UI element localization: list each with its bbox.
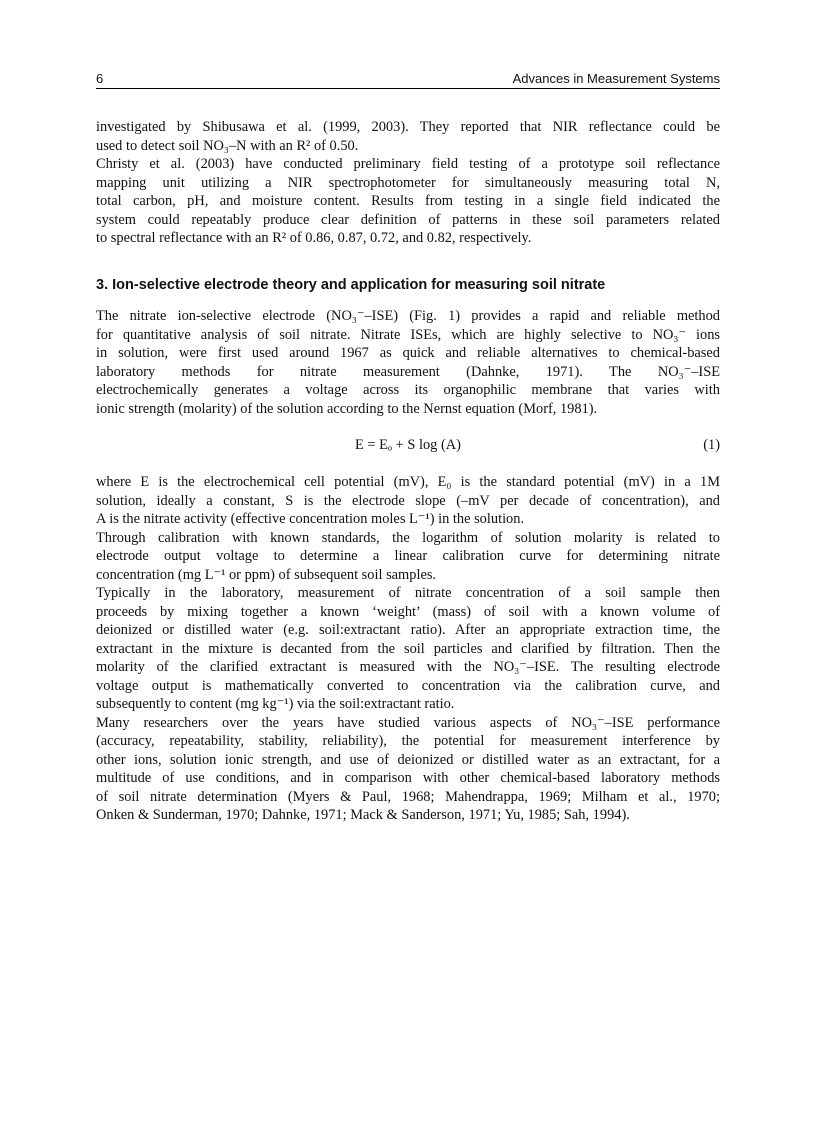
- page-number: 6: [96, 71, 104, 86]
- text-line: where E is the electrochemical cell potential (mV), E₀ is the standard potential (mV) in a 1M: [96, 474, 720, 490]
- text-line: extractant in the mixture is decanted from the soil particles and clarified by filtration. Then the: [96, 640, 720, 657]
- header-rule: [96, 88, 720, 89]
- text-line: electrode output voltage to determine a linear calibration curve for determining nitrate: [96, 548, 720, 564]
- text-line: mapping unit utilizing a NIR spectrophotometer for simultaneously measuring total N,: [96, 174, 720, 191]
- text-line: molarity of the clarified extractant is measured with the NO₃⁻–ISE. The resulting electrode: [96, 659, 720, 675]
- text-line: subsequently to content (mg kg⁻¹) via the soil:extractant ratio.: [96, 696, 455, 712]
- text-line: for quantitative analysis of soil nitrate. Nitrate ISEs, which are highly selective to NO₃⁻ ions: [96, 326, 720, 343]
- text-line: to spectral reflectance with an R² of 0.86, 0.87, 0.72, and 0.82, respectively.: [96, 230, 532, 246]
- paragraph-ise-intro: [96, 307, 720, 418]
- text-line: A is the nitrate activity (effective concentration moles L⁻¹) in the solution.: [96, 511, 525, 527]
- section-heading: 3. Ion-selective electrode theory and application for measuring soil nitrate: [96, 277, 606, 293]
- text-line: Typically in the laboratory, measurement of nitrate concentration of a soil sample then: [96, 585, 720, 601]
- equation-text: E = Eₒ + S log (A): [355, 437, 461, 453]
- text-line: solution, ideally a constant, S is the electrode slope (–mV per decade of concentration), and: [96, 492, 720, 509]
- text-line: voltage output is mathematically converted to concentration via the calibration curve, and: [96, 677, 720, 694]
- text-line: electrochemically generates a voltage across its organophilic membrane that varies with: [96, 382, 720, 398]
- text-line: multitude of use conditions, and in comparison with other chemical-based laboratory methods: [96, 770, 720, 786]
- text-line: laboratory methods for nitrate measurement (Dahnke, 1971). The NO₃⁻–ISE: [96, 363, 720, 380]
- text-line: Christy et al. (2003) have conducted preliminary field testing of a prototype soil reflectance: [96, 156, 720, 172]
- text-line: system could repeatably produce clear definition of patterns in these soil parameters related: [96, 211, 720, 228]
- text-line: concentration (mg L⁻¹ or ppm) of subsequent soil samples.: [96, 566, 437, 583]
- paragraph-nir: [96, 118, 720, 248]
- running-title: Advances in Measurement Systems: [512, 71, 720, 86]
- text-line: used to detect soil NO₃–N with an R² of 0.50.: [96, 137, 359, 154]
- text-line: Many researchers over the years have studied various aspects of NO₃⁻–ISE performance: [96, 714, 720, 731]
- text-line: investigated by Shibusawa et al. (1999, 2003). They reported that NIR reflectance could be: [96, 119, 720, 135]
- text-line: ionic strength (molarity) of the solution according to the Nernst equation (Morf, 1981).: [96, 400, 598, 417]
- text-line: total carbon, pH, and moisture content. Results from testing in a single field indicated the: [96, 193, 720, 209]
- text-line: other ions, solution ionic strength, and use of deionized or distilled water as an extractant, for a: [96, 751, 720, 768]
- paragraph-ise-method: [96, 473, 720, 825]
- text-line: Through calibration with known standards, the logarithm of solution molarity is related to: [96, 529, 720, 546]
- text-line: proceeds by mixing together a known ‘weight’ (mass) of soil with a known volume of: [96, 603, 720, 620]
- text-line: in solution, were first used around 1967 as quick and reliable alternatives to chemical-based: [96, 345, 720, 361]
- text-line: The nitrate ion-selective electrode (NO₃⁻–ISE) (Fig. 1) provides a rapid and reliable method: [96, 308, 720, 324]
- equation-number: (1): [703, 437, 720, 453]
- text-line: Onken & Sunderman, 1970; Dahnke, 1971; Mack & Sanderson, 1971; Yu, 1985; Sah, 1994).: [96, 807, 630, 823]
- text-line: of soil nitrate determination (Myers & Paul, 1968; Mahendrappa, 1969; Milham et al., 1970;: [96, 788, 720, 805]
- text-line: deionized or distilled water (e.g. soil:extractant ratio). After an appropriate extraction time, the: [96, 622, 720, 638]
- text-line: (accuracy, repeatability, stability, reliability), the potential for measurement interference by: [96, 733, 720, 749]
